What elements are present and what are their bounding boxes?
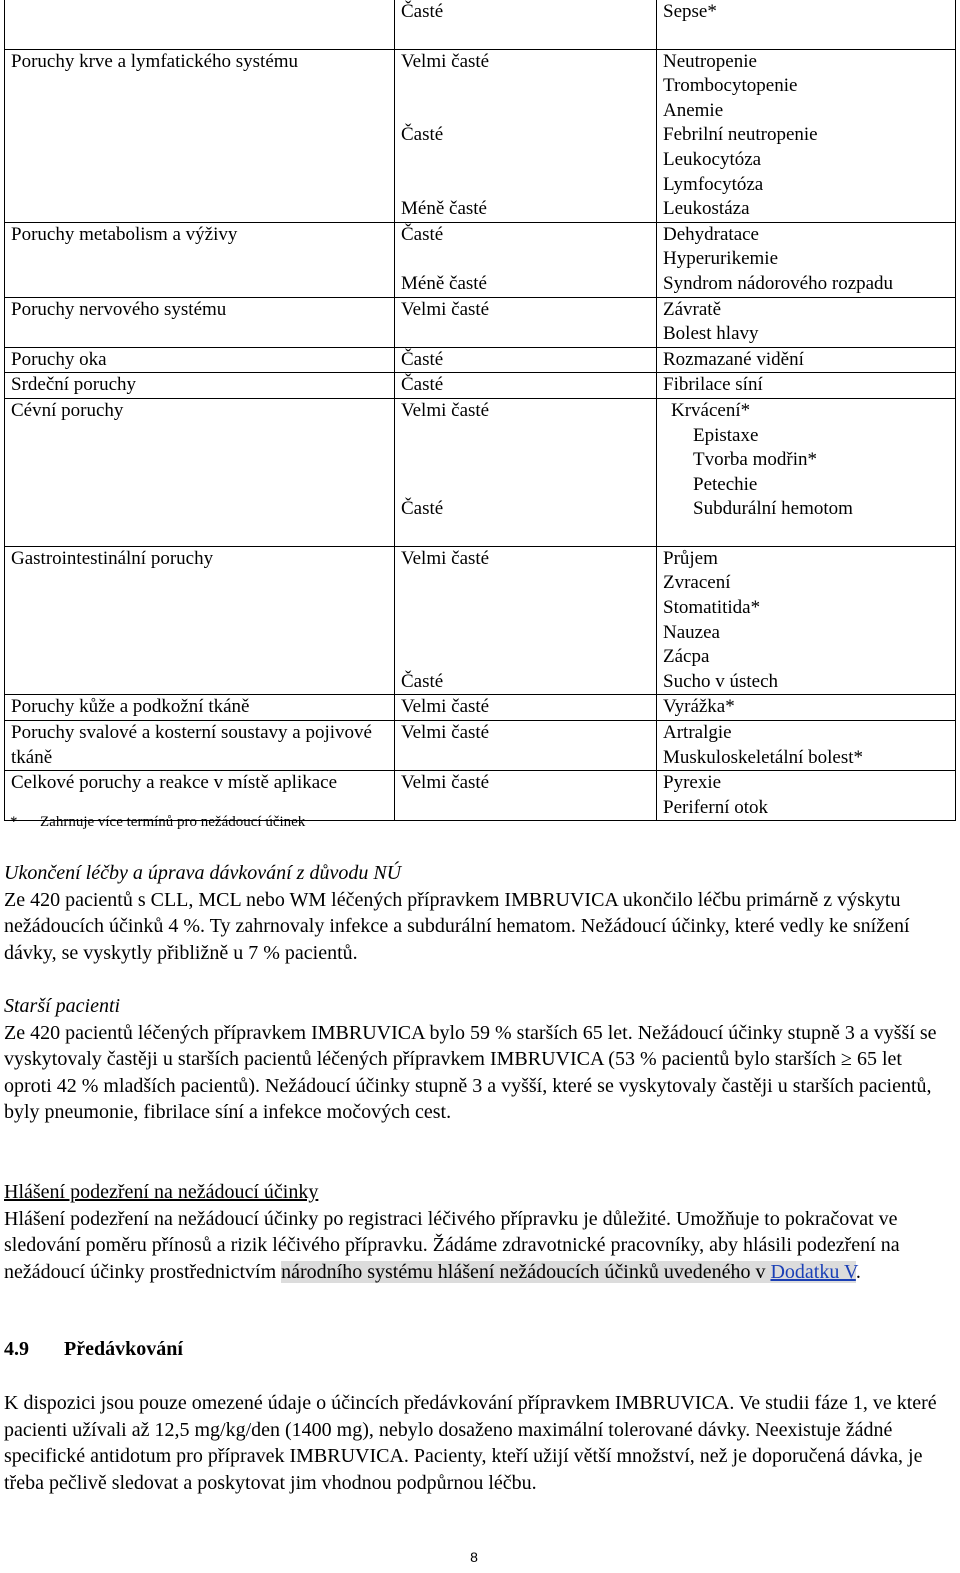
- term: Zácpa: [663, 646, 710, 668]
- term-group-head: Krvácení*: [671, 399, 751, 421]
- frequency-cell: Časté: [395, 123, 657, 197]
- terms-cell: [657, 49, 956, 123]
- appendix-v-link[interactable]: Dodatku V: [770, 1260, 856, 1283]
- term: Leukocytóza: [663, 148, 762, 170]
- terms-cell: [657, 771, 956, 821]
- term: Sepse*: [663, 1, 717, 22]
- table-row: [5, 222, 956, 272]
- terms-cell: [657, 222, 956, 272]
- overdose-text: K dispozici jsou pouze omezené údaje o účincích předávkování přípravkem IMBRUVICA. Ve studii fáze 1, ve které pacienti užívali až 12,5 mg/kg/den (1400 mg), nebylo dosaženo maximální tolerované dávky. Neexistuje žádné specifické antidotum pro přípravek IMBRUVICA. Pacienty, kteří užijí větší množství, než je doporučená dávka, je třeba pečlivě sledovat a poskytovat jim vhodnou podpůrnou léčbu.: [4, 1392, 937, 1494]
- reporting-text: [4, 1206, 950, 1286]
- soc-cell: [5, 670, 395, 695]
- soc-cell: Srdeční poruchy: [5, 373, 395, 399]
- reporting-text-end: .: [855, 1260, 861, 1283]
- terms-cell: [657, 297, 956, 347]
- soc-cell: Poruchy metabolism a výživy: [5, 222, 395, 272]
- terms-cell: [657, 546, 956, 669]
- term: Lymfocytóza: [663, 173, 764, 195]
- term: Muskuloskeletální bolest*: [663, 746, 864, 768]
- footnote-text: Zahrnuje více termínů pro nežádoucí účinek: [40, 814, 306, 830]
- table-row: [5, 546, 956, 669]
- discontinuation-heading: Ukončení léčby a úprava dávkování z důvodu NÚ: [4, 862, 402, 884]
- frequency-cell: Časté: [395, 0, 657, 25]
- term: Syndrom nádorového rozpadu: [663, 272, 894, 294]
- terms-cell: [657, 695, 956, 721]
- terms-cell: [657, 272, 956, 297]
- term: Nauzea: [663, 621, 720, 643]
- soc-cell: Poruchy kůže a podkožní tkáně: [5, 695, 395, 721]
- soc-cell: Poruchy krve a lymfatického systému: [5, 49, 395, 123]
- terms-cell: [657, 398, 956, 497]
- elderly-text: Ze 420 pacientů léčených přípravkem IMBRUVICA bylo 59 % starších 65 let. Nežádoucí účinky stupně 3 a vyšší se vyskytovaly častěji u starších pacientů léčených přípravkem IMBRUVICA (53 % pacientů bylo starších ≥ 65 let oproti 42 % mladších pacientů). Nežádoucí účinky stupně 3 a vyšší, které se vyskytovaly častěji u starších pacientů, byly pneumonie, fibrilace síní a infekce močových cest.: [4, 1021, 937, 1123]
- term: Sucho v ústech: [663, 670, 779, 692]
- table-row: [5, 297, 956, 347]
- table-row: [5, 123, 956, 197]
- table-row: [5, 721, 956, 771]
- term: Dehydratace: [663, 223, 759, 245]
- term: Petechie: [693, 473, 758, 495]
- soc-cell: Poruchy svalové a kosterní soustavy a pojivové tkáně: [5, 721, 395, 771]
- section-number: 4.9: [4, 1338, 29, 1360]
- frequency-cell: Méně časté: [395, 272, 657, 297]
- term: Epistaxe: [693, 424, 759, 446]
- soc-cell: [5, 272, 395, 297]
- elderly-section: [4, 993, 950, 1126]
- section-heading: [4, 1338, 183, 1361]
- terms-cell: [657, 123, 956, 197]
- adverse-reactions-table: [4, 0, 956, 821]
- term: Hyperurikemie: [663, 248, 779, 270]
- table-row: [5, 197, 956, 222]
- frequency-cell: Časté: [395, 670, 657, 695]
- term: Artralgie: [663, 722, 732, 744]
- soc-cell: Cévní poruchy: [5, 398, 395, 497]
- frequency-cell: Méně časté: [395, 197, 657, 222]
- table-row-gap: [5, 25, 956, 50]
- term: Anemie: [663, 99, 724, 121]
- table-row: [5, 373, 956, 399]
- discontinuation-text: Ze 420 pacientů s CLL, MCL nebo WM léčených přípravkem IMBRUVICA ukončilo léčbu primárně z výskytu nežádoucích účinků 4 %. Ty zahrnovaly infekce a subdurální hematom. Nežádoucí účinky, které vedly ke snížení dávky, se vyskytly přibližně u 7 % pacientů.: [4, 888, 910, 964]
- term: Vyrážka*: [663, 696, 735, 718]
- term: Trombocytopenie: [663, 75, 798, 97]
- soc-cell: [5, 497, 395, 522]
- table-row: [5, 49, 956, 123]
- terms-cell: [657, 197, 956, 222]
- page-number: 8: [470, 1549, 478, 1565]
- soc-cell: Poruchy oka: [5, 347, 395, 373]
- frequency-cell: Velmi časté: [395, 721, 657, 771]
- table-row: [5, 347, 956, 373]
- table-row: [5, 0, 956, 25]
- soc-cell: Poruchy nervového systému: [5, 297, 395, 347]
- table-footnote: [10, 814, 305, 831]
- terms-cell: [657, 497, 956, 522]
- term: Stomatitida*: [663, 597, 761, 619]
- term: Neutropenie: [663, 50, 757, 72]
- term: Tvorba modřin*: [693, 449, 818, 471]
- frequency-cell: Velmi časté: [395, 49, 657, 123]
- reporting-text-main: Hlášení podezření na nežádoucí účinky po registraci léčivého přípravku je důležité. Umožňuje to pokračovat ve sledování poměru přínosů a rizik léčivého přípravku. Žádáme zdravotnické pracovníky, aby hlásili podezření na nežádoucí účinky prostřednictvím: [4, 1207, 900, 1283]
- term: Rozmazané vidění: [663, 348, 804, 370]
- frequency-cell: Velmi časté: [395, 398, 657, 497]
- reporting-text-highlight: národního systému hlášení nežádoucích účinků uvedeného v: [281, 1260, 771, 1283]
- term: Pyrexie: [663, 772, 722, 794]
- frequency-cell: Velmi časté: [395, 297, 657, 347]
- reporting-heading: Hlášení podezření na nežádoucí účinky: [4, 1181, 319, 1203]
- term: Subdurální hemotom: [693, 498, 853, 520]
- term: Zvracení: [663, 572, 731, 594]
- frequency-cell: Velmi časté: [395, 771, 657, 821]
- term: Bolest hlavy: [663, 323, 759, 345]
- term: Leukostáza: [663, 198, 750, 220]
- frequency-cell: Časté: [395, 497, 657, 522]
- terms-cell: [657, 347, 956, 373]
- footnote-star: *: [10, 814, 18, 830]
- elderly-heading: Starší pacienti: [4, 995, 121, 1017]
- soc-cell: [5, 0, 395, 25]
- table-row: [5, 670, 956, 695]
- term: Průjem: [663, 547, 718, 569]
- table-row: [5, 695, 956, 721]
- terms-cell: [657, 721, 956, 771]
- term: Fibrilace síní: [663, 374, 763, 396]
- soc-cell: Celkové poruchy a reakce v místě aplikace: [5, 771, 395, 821]
- reporting-section: [4, 1179, 950, 1285]
- discontinuation-section: [4, 860, 950, 966]
- terms-cell: [657, 373, 956, 399]
- term: Závratě: [663, 298, 722, 320]
- section-title: Předávkování: [64, 1338, 183, 1360]
- terms-cell: [657, 670, 956, 695]
- frequency-cell: Časté: [395, 347, 657, 373]
- terms-cell: [657, 0, 956, 25]
- frequency-cell: Časté: [395, 373, 657, 399]
- frequency-cell: Časté: [395, 222, 657, 272]
- table-row: [5, 497, 956, 522]
- table-row-gap: [5, 522, 956, 547]
- term: Febrilní neutropenie: [663, 124, 818, 146]
- soc-cell: [5, 123, 395, 197]
- soc-cell: [5, 197, 395, 222]
- table-row: [5, 272, 956, 297]
- frequency-cell: Velmi časté: [395, 695, 657, 721]
- table-row: [5, 398, 956, 497]
- soc-cell: Gastrointestinální poruchy: [5, 546, 395, 669]
- frequency-cell: Velmi časté: [395, 546, 657, 669]
- term: Periferní otok: [663, 796, 769, 818]
